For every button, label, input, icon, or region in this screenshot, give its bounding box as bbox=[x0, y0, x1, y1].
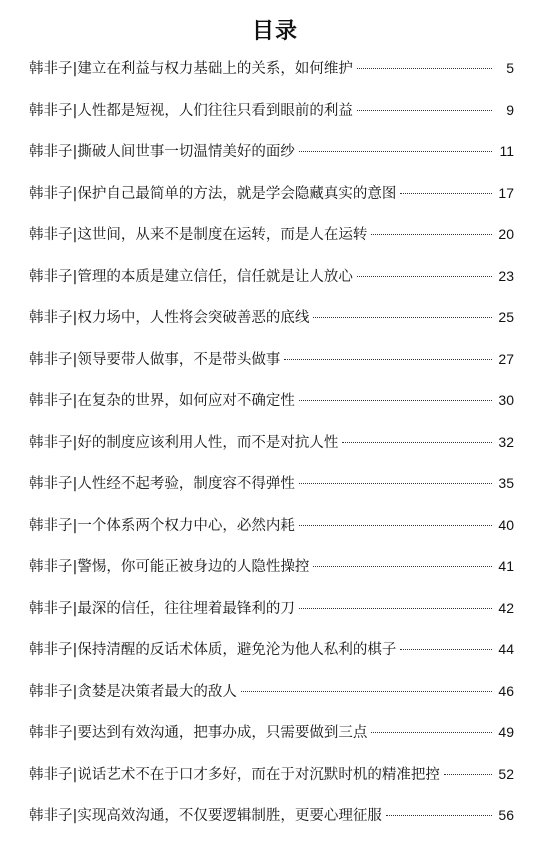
toc-entry-page: 42 bbox=[498, 599, 514, 616]
toc-entry-page: 9 bbox=[506, 101, 514, 118]
dot-leader bbox=[299, 608, 492, 609]
toc-entry-title: 韩非子|好的制度应该利用人性，而不是对抗人性 bbox=[29, 434, 339, 451]
toc-entry[interactable] bbox=[29, 181, 514, 205]
toc-entry-title: 韩非子|权力场中，人性将会突破善恶的底线 bbox=[29, 310, 310, 326]
toc-entry-title: 韩非子|最深的信任，往往埋着最锋利的刀 bbox=[29, 600, 295, 617]
dot-leader bbox=[313, 566, 492, 567]
toc-entry[interactable] bbox=[29, 762, 514, 786]
toc-entry[interactable] bbox=[29, 347, 514, 371]
toc-entry-page: 20 bbox=[498, 226, 514, 242]
dot-leader bbox=[371, 732, 492, 733]
toc-entry[interactable] bbox=[29, 98, 514, 122]
dot-leader bbox=[313, 317, 492, 318]
toc-entry-page: 17 bbox=[498, 184, 514, 201]
toc-entry-page: 27 bbox=[498, 350, 514, 367]
toc-entry[interactable] bbox=[29, 305, 514, 329]
toc-entry[interactable] bbox=[29, 430, 514, 454]
dot-leader bbox=[371, 234, 492, 235]
dot-leader bbox=[342, 442, 492, 443]
toc-entry-title: 韩非子|撕破人间世事一切温情美好的面纱 bbox=[29, 144, 295, 160]
toc-entry-page: 30 bbox=[498, 392, 514, 408]
toc-entry-page: 46 bbox=[498, 682, 514, 699]
toc-entry[interactable] bbox=[29, 56, 514, 80]
dot-leader bbox=[357, 276, 492, 277]
dot-leader bbox=[299, 525, 492, 526]
dot-leader bbox=[357, 110, 492, 111]
toc-entry-page: 25 bbox=[498, 309, 514, 325]
toc-entry[interactable] bbox=[29, 637, 514, 661]
toc-entry[interactable] bbox=[29, 720, 514, 744]
dot-leader bbox=[357, 68, 492, 69]
toc-entry-title: 韩非子|领导要带人做事，不是带头做事 bbox=[29, 351, 281, 368]
toc-entry[interactable] bbox=[29, 264, 514, 288]
toc-entry-page: 52 bbox=[498, 765, 514, 782]
toc-entry-page: 35 bbox=[498, 475, 514, 491]
toc-entry-title: 韩非子|管理的本质是建立信任，信任就是让人放心 bbox=[29, 268, 353, 285]
toc-entry-title: 韩非子|实现高效沟通，不仅要逻辑制胜，更要心理征服 bbox=[29, 808, 382, 824]
toc-entry[interactable] bbox=[29, 679, 514, 703]
toc-entry-title: 韩非子|保持清醒的反话术体质，避免沦为他人私利的棋子 bbox=[29, 642, 397, 658]
toc-entry-title: 韩非子|保护自己最简单的方法，就是学会隐藏真实的意图 bbox=[29, 185, 397, 202]
toc-entry-title: 韩非子|一个体系两个权力中心，必然内耗 bbox=[29, 517, 295, 534]
toc-entry[interactable] bbox=[29, 222, 514, 246]
toc-entry-page: 5 bbox=[506, 60, 514, 76]
dot-leader bbox=[400, 649, 492, 650]
toc-entry-page: 44 bbox=[498, 641, 514, 657]
toc-entry-page: 40 bbox=[498, 516, 514, 533]
dot-leader bbox=[299, 400, 492, 401]
toc-entry[interactable] bbox=[29, 554, 514, 578]
toc-entry-title: 韩非子|建立在利益与权力基础上的关系，如何维护 bbox=[29, 61, 353, 77]
toc-entry[interactable] bbox=[29, 388, 514, 412]
toc-entry-page: 11 bbox=[499, 143, 514, 159]
toc-entry[interactable] bbox=[29, 471, 514, 495]
toc-entry-page: 41 bbox=[498, 558, 514, 574]
toc-entry-page: 56 bbox=[498, 807, 514, 823]
dot-leader bbox=[386, 815, 492, 816]
toc-entry-title: 韩非子|在复杂的世界，如何应对不确定性 bbox=[29, 393, 295, 409]
toc-entry-title: 韩非子|人性经不起考验，制度容不得弹性 bbox=[29, 476, 295, 492]
toc-entry-title: 韩非子|说话艺术不在于口才多好，而在于对沉默时机的精准把控 bbox=[29, 766, 440, 783]
dot-leader bbox=[284, 359, 492, 360]
toc-entry-title: 韩非子|警惕，你可能正被身边的人隐性操控 bbox=[29, 559, 310, 575]
dot-leader bbox=[400, 193, 492, 194]
toc-entry-page: 32 bbox=[498, 433, 514, 450]
toc-entry-title: 韩非子|人性都是短视，人们往往只看到眼前的利益 bbox=[29, 102, 353, 119]
dot-leader bbox=[299, 151, 492, 152]
toc-entry-page: 49 bbox=[498, 724, 514, 740]
toc-title: 目录 bbox=[251, 19, 298, 44]
dot-leader bbox=[299, 483, 492, 484]
dot-leader bbox=[444, 774, 492, 775]
toc-entry[interactable] bbox=[29, 139, 514, 163]
toc-entry-page: 23 bbox=[498, 267, 514, 284]
toc-entry[interactable] bbox=[29, 803, 514, 827]
dot-leader bbox=[241, 691, 492, 692]
toc-entry-title: 韩非子|贪婪是决策者最大的敌人 bbox=[29, 683, 237, 700]
toc-entry-title: 韩非子|这世间，从来不是制度在运转，而是人在运转 bbox=[29, 227, 368, 243]
toc-entry-title: 韩非子|要达到有效沟通，把事办成，只需要做到三点 bbox=[29, 725, 368, 741]
toc-entry[interactable] bbox=[29, 513, 514, 537]
toc-entry[interactable] bbox=[29, 596, 514, 620]
